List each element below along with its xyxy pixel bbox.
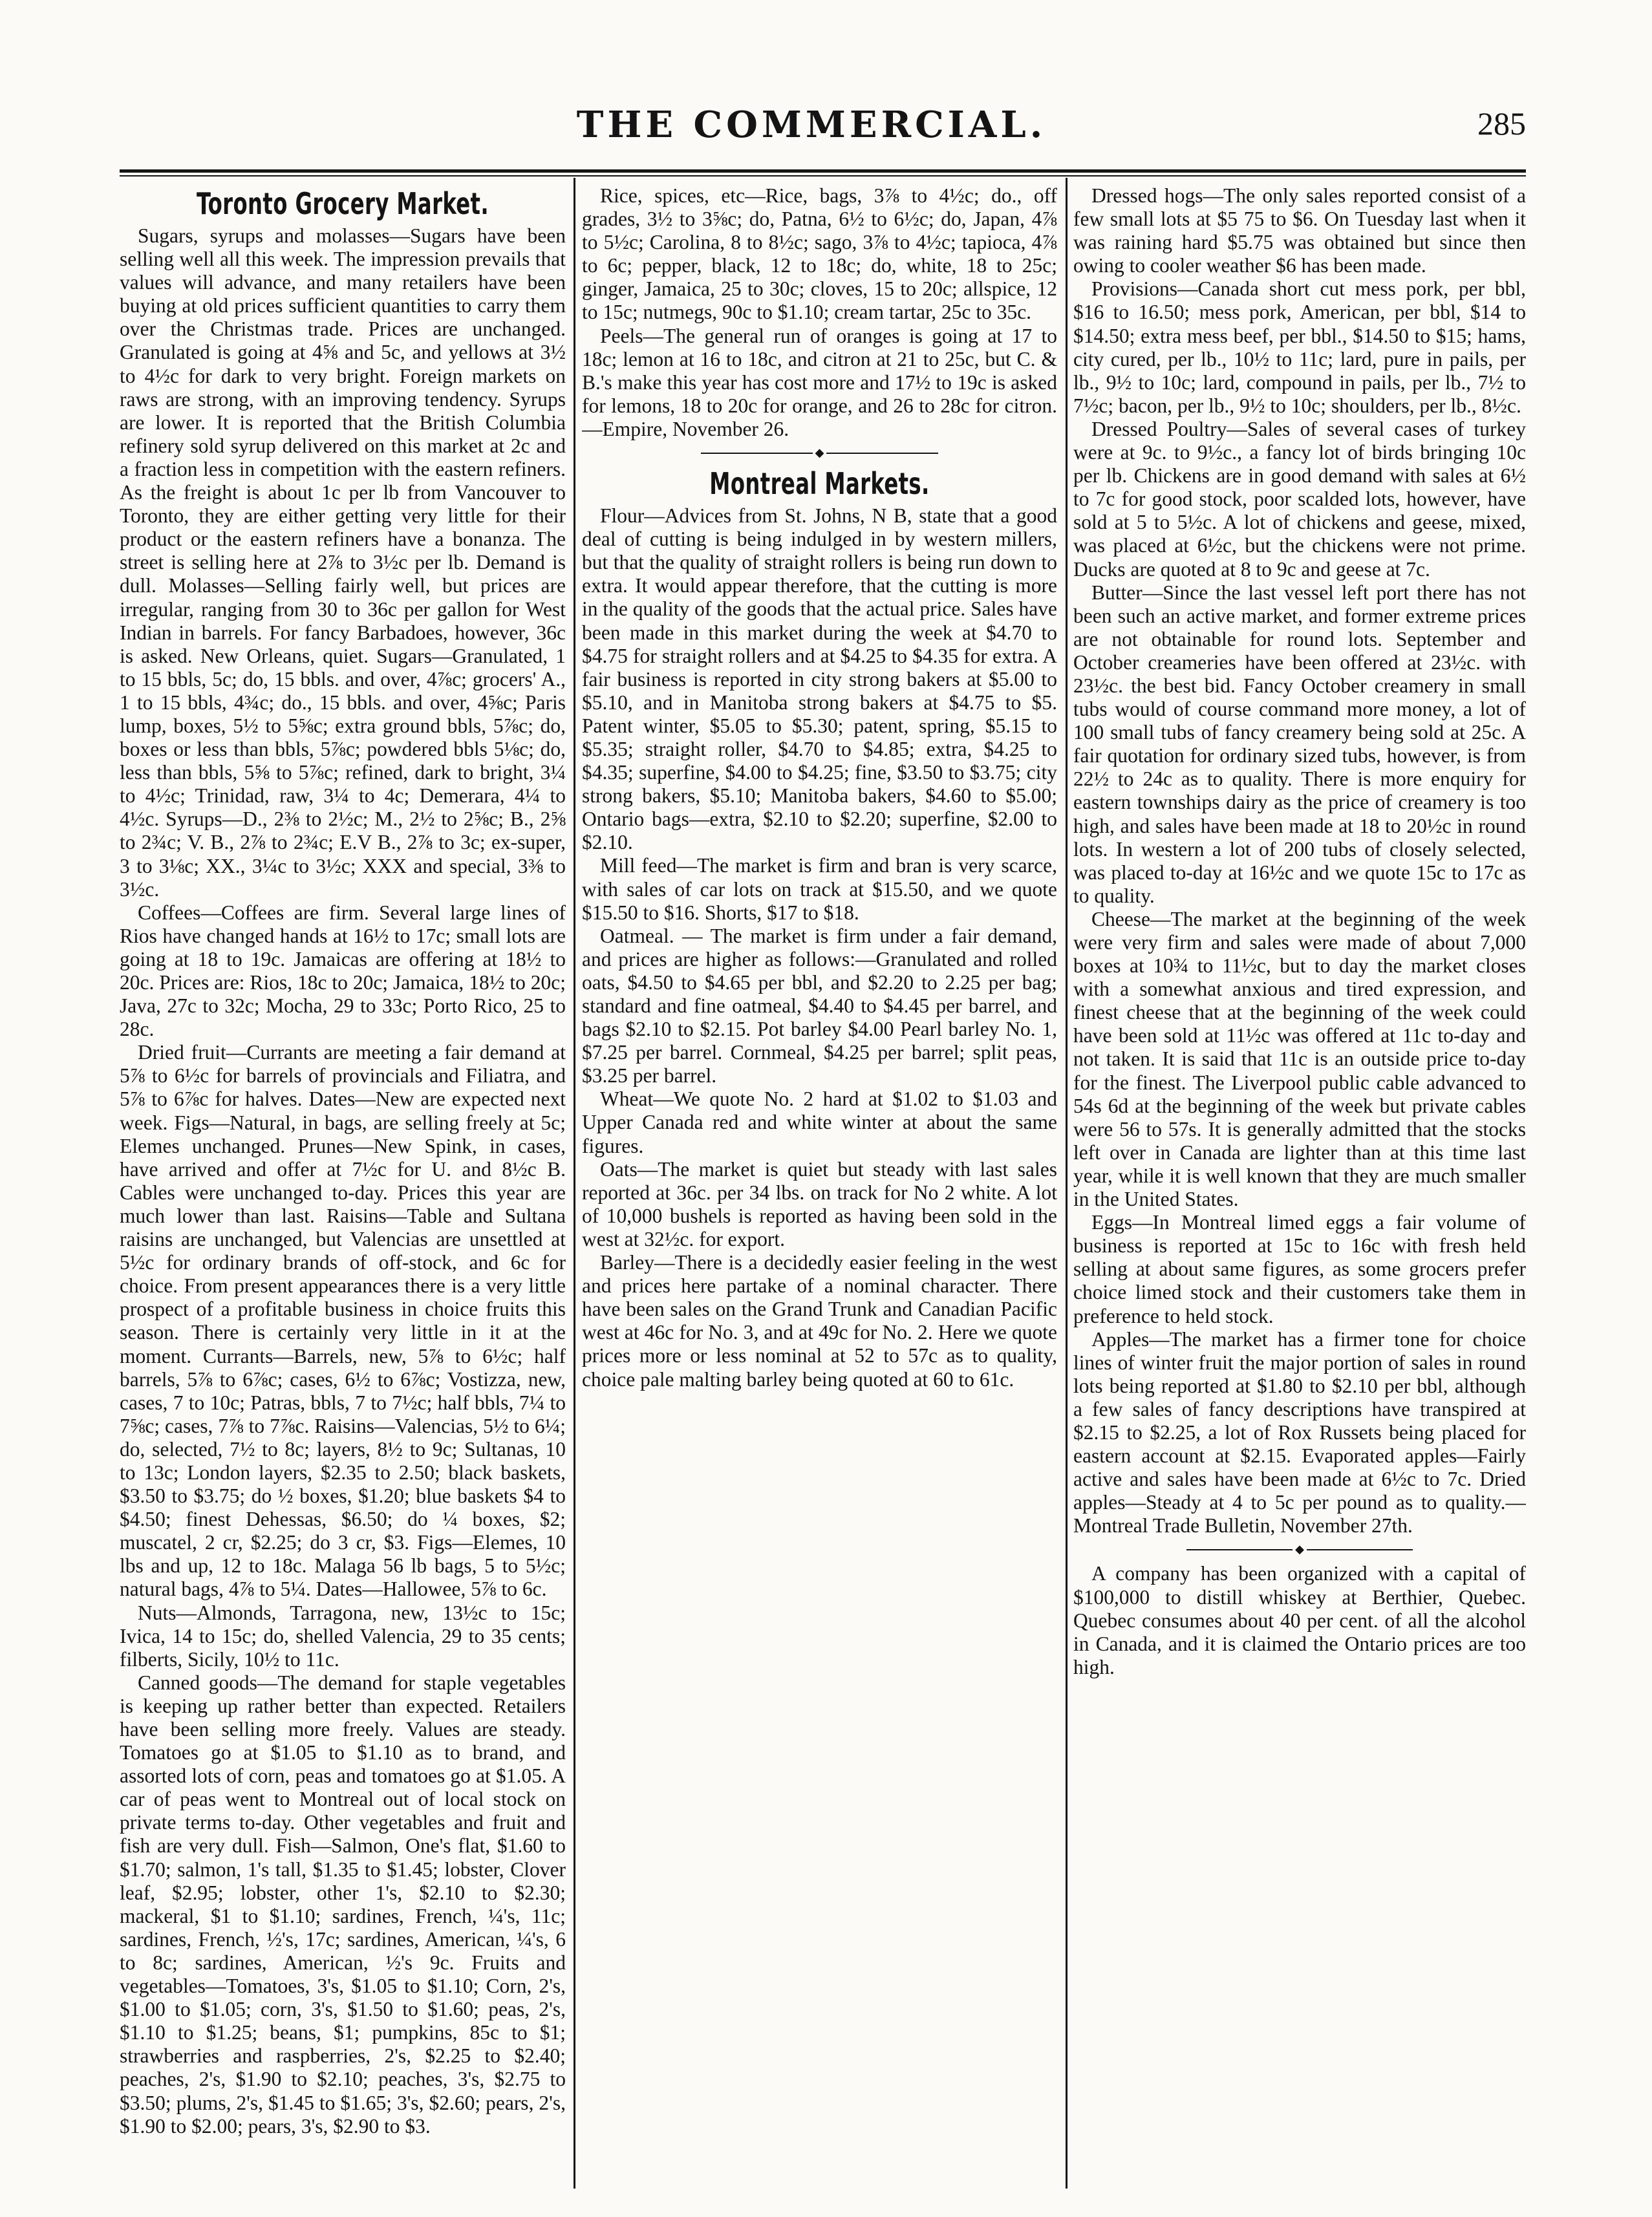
toronto-paragraph-nuts: Nuts—Almonds, Tarragona, new, 13½c to 15c; Ivica, 14 to 15c; do, shelled Valencia, 29 to 35 cents; filberts, Sicily, 10½ to 11c.	[120, 1601, 566, 1671]
column-divider	[574, 178, 575, 2189]
toronto-paragraph-rice-spices: Rice, spices, etc—Rice, bags, 3⅞ to 4½c; do., off grades, 3½ to 3⅝c; do, Patna, 6½ to 6½c; do, Japan, 4⅞ to 5½c; Carolina, 8 to 8½c; sago, 3⅞ to 4½c; tapioca, 4⅞ to 6c; pepper, black, 12 to 18c; do, white, 18 to 25c; ginger, Jamaica, 25 to 30c; cloves, 15 to 20c; allspice, 12 to 15c; nutmegs, 90c to $1.10; cream tartar, 25c to 35c.	[582, 184, 1057, 324]
montreal-paragraph-butter: Butter—Since the last vessel left port there has not been such an active market, and former extreme prices are not obtainable for round lots. September and October creameries have been offered at 23½c. with 23½c. the best bid. Fancy October creamery in small tubs would of course command more money, a lot of 100 small tubs of fancy creamery being sold at 25c. A fair quotation for ordinary sized tubs, however, is from 22½ to 24c as to quality. There is more enquiry for eastern townships dairy as the price of creamery is too high, and sales have been made at 18 to 20½c in round lots. In western a lot of 200 tubs of closely selected, was placed to-day at 16½c and we quote 15c to 17c as to quality.	[1073, 581, 1526, 907]
montreal-paragraph-flour: Flour—Advices from St. Johns, N B, state that a good deal of cutting is being indulged in by western millers, but that the quality of straight rollers is being run down to extra. It would appear therefore, that the cutting is more in the quality of the goods that the actual price. Sales have been made in this market during the week at $4.70 to $4.75 for straight rollers and at $4.25 to $4.35 for extra. A fair business is reported in city strong bakers at $5.00 to $5.10, and in Manitoba strong bakers at $4.75 to $5. Patent winter, $5.05 to $5.30; patent, spring, $5.15 to $5.35; straight roller, $4.70 to $4.85; extra, $4.25 to $4.35; superfine, $4.00 to $4.25; fine, $3.50 to $3.75; city strong bakers, $5.10; Manitoba bakers, $4.60 to $5.00; Ontario bags—extra, $2.10 to $2.20; superfine, $2.00 to $2.10.	[582, 504, 1057, 854]
toronto-paragraph-coffees: Coffees—Coffees are firm. Several large lines of Rios have changed hands at 16½ to 17c; small lots are going at 18 to 19c. Jamaicas are offering at 18½ to 20c. Prices are: Rios, 18c to 20c; Jamaica, 18½ to 20c; Java, 27c to 32c; Mocha, 29 to 33c; Porto Rico, 25 to 28c.	[120, 901, 566, 1041]
article-heading-toronto: Toronto Grocery Market.	[196, 186, 489, 221]
newspaper-title: THE COMMERCIAL.	[576, 103, 1047, 146]
toronto-paragraph-canned-goods: Canned goods—The demand for staple vegetables is keeping up rather better than expected. Retailers have been selling more freely. Values are steady. Tomatoes go at $1.05 to $1.10 as to brand, and assorted lots of corn, peas and tomatoes go at $1.05. A car of peas went to Montreal out of local stock on private terms to-day. Other vegetables and fruit and fish are very dull. Fish—Salmon, One's flat, $1.60 to $1.70; salmon, 1's tall, $1.35 to $1.45; lobster, Clover leaf, $2.95; lobster, other 1's, $2.10 to $2.30; mackeral, $1 to $1.10; sardines, French, ¼'s, 11c; sardines, French, ½'s, 17c; sardines, American, ¼'s, 6 to 8c; sardines, American, ½'s 9c. Fruits and vegetables—Tomatoes, 3's, $1.05 to $1.10; Corn, 2's, $1.00 to $1.05; corn, 3's, $1.50 to $1.60; peas, 2's, $1.10 to $1.25; beans, $1; pumpkins, 85c to $1; strawberries and raspberries, 2's, $2.25 to $2.40; peaches, 2's, $1.90 to $2.10; peaches, 3's, $2.75 to $3.50; plums, 2's, $1.45 to $1.65; 3's, $2.60; pears, 2's, $1.90 to $2.00; pears, 3's, $2.90 to $3.	[120, 1671, 566, 2137]
article-separator	[1073, 1540, 1526, 1559]
masthead	[97, 103, 1526, 155]
montreal-paragraph-cheese: Cheese—The market at the beginning of the week were very firm and sales were made of about 7,000 boxes at 10¾ to 11½c, but to day the market closes with a somewhat anxious and tired expression, and finest cheese that at the beginning of the week could have been sold at 11½c was offered at 11c to-day and not taken. It is said that 11c is an outside price to-day for the finest. The Liverpool public cable advanced to 54s 6d at the beginning of the week but private cables were 56 to 57s. It is generally admitted that the stocks left over in Canada are lighter than at this time last year, while it is well known that they are much smaller in the United States.	[1073, 907, 1526, 1211]
column-1	[120, 184, 566, 2192]
montreal-paragraph-wheat: Wheat—We quote No. 2 hard at $1.02 to $1.03 and Upper Canada red and white winter at about the same figures.	[582, 1087, 1057, 1157]
montreal-paragraph-oatmeal: Oatmeal. — The market is firm under a fair demand, and prices are higher as follows:—Granulated and rolled oats, $4.50 to $4.65 per bbl, and $2.20 to 2.25 per bag; standard and fine oatmeal, $4.40 to $4.45 per barrel, and bags $2.10 to $2.15. Pot barley $4.00 Pearl barley No. 1, $7.25 per barrel. Cornmeal, $4.25 per barrel; split peas, $3.25 per barrel.	[582, 924, 1057, 1087]
montreal-paragraph-barley: Barley—There is a decidedly easier feeling in the west and prices here partake of a nominal character. There have been sales on the Grand Trunk and Canadian Pacific west at 46c for No. 3, and at 49c for No. 2. Here we quote prices more or less nominal at 52 to 57c as to quality, choice pale malting barley being quoted at 60 to 61c.	[582, 1251, 1057, 1391]
page-number: 285	[1477, 105, 1526, 142]
toronto-paragraph-dried-fruit: Dried fruit—Currants are meeting a fair demand at 5⅞ to 6½c for barrels of provincials and Filiatra, and 5⅞ to 6⅞c for halves. Dates—New are expected next week. Figs—Natural, in bags, are selling freely at 5c; Elemes unchanged. Prunes—New Spink, in cases, have arrived and offer at 7½c for U. and 8½c B. Cables were unchanged to-day. Prices this year are much lower than last. Raisins—Table and Sultana raisins are unchanged, but Valencias are unsettled at 5½c for ordinary brands of off-stock, and 6c for choice. From present appearances there is a very little prospect of a profitable business in choice fruits this season. There is certainly very little in it at the moment. Currants—Barrels, new, 5⅞ to 6½c; half barrels, 5⅞ to 6⅞c; cases, 6½ to 6⅞c; Vostizza, new, cases, 7 to 10c; Patras, bbls, 7 to 7½c; half bbls, 7¼ to 7⅝c; cases, 7⅞ to 7⅞c. Raisins—Valencias, 5½ to 6¼; do, selected, 7½ to 8c; layers, 8½ to 9c; Sultanas, 10 to 13c; London layers, $2.35 to 2.50; black baskets, $3.50 to $3.75; do ½ boxes, $1.20; blue baskets $4 to $4.50; finest Dehessas, $6.50; do ¼ boxes, $2; muscatel, 2 cr, $2.25; do 3 cr, $3. Figs—Elemes, 10 lbs and up, 12 to 18c. Malaga 56 lb bags, 5 to 5½c; natural bags, 4⅞ to 5¼. Dates—Hallowee, 5⅞ to 6c.	[120, 1041, 566, 1601]
column-2	[582, 184, 1057, 2192]
montreal-paragraph-oats: Oats—The market is quiet but steady with last sales reported at 36c. per 34 lbs. on track for No 2 white. A lot of 10,000 bushels is reported as having been sold in the west at 32½c. for export.	[582, 1157, 1057, 1250]
notice-paragraph-whiskey: A company has been organized with a capital of $100,000 to distill whiskey at Berthier, Quebec. Quebec consumes about 40 per cent. of all the alcohol in Canada, and it is claimed the Ontario prices are too high.	[1073, 1562, 1526, 1678]
article-separator	[582, 444, 1057, 463]
montreal-paragraph-eggs: Eggs—In Montreal limed eggs a fair volume of business is reported at 15c to 16c with fresh held selling at about same figures, as some grocers prefer choice limed stock and their customers take them in preference to held stock.	[1073, 1211, 1526, 1327]
article-heading-montreal: Montreal Markets.	[709, 466, 930, 502]
header-rule	[120, 169, 1526, 177]
column-divider	[1066, 178, 1067, 2189]
separator-ornament: ◆	[813, 446, 827, 459]
montreal-paragraph-apples: Apples—The market has a firmer tone for choice lines of winter fruit the major portion of sales in round lots being reported at $1.80 to $2.10 per bbl, although a few sales of fancy descriptions have transpired at $2.15 to $2.25, a lot of Rox Russets being placed for eastern account at $2.15. Evaporated apples—Fairly active and sales have been made at 6½c to 7c. Dried apples—Steady at 4 to 5c per pound as to quality.— Montreal Trade Bulletin, November 27th.	[1073, 1327, 1526, 1537]
column-3	[1073, 184, 1526, 2192]
montreal-paragraph-provisions: Provisions—Canada short cut mess pork, per bbl, $16 to 16.50; mess pork, American, per bbl, $14 to $14.50; extra mess beef, per bbl., $14.50 to $15; hams, city cured, per lb., 10½ to 11c; lard, pure in pails, per lb., 9½ to 10c; lard, compound in pails, per lb., 7½ to 7½c; bacon, per lb., 9½ to 10c; shoulders, per lb., 8½c.	[1073, 277, 1526, 417]
montreal-paragraph-mill-feed: Mill feed—The market is firm and bran is very scarce, with sales of car lots on track at $15.50, and we quote $15.50 to $16. Shorts, $17 to $18.	[582, 854, 1057, 924]
montreal-paragraph-dressed-poultry: Dressed Poultry—Sales of several cases of turkey were at 9c. to 9½c., a fancy lot of birds bringing 10c per lb. Chickens are in good demand with sales at 6½ to 7c for good stock, poor scalded lots, however, have sold at 5 to 5½c. A lot of chickens and geese, mixed, was placed at 6½c, but the chickens were not prime. Ducks are quoted at 8 to 9c and geese at 7c.	[1073, 417, 1526, 581]
montreal-paragraph-dressed-hogs: Dressed hogs—The only sales reported consist of a few small lots at $5 75 to $6. On Tuesday last when it was raining hard $5.75 was obtained but since then owing to cooler weather $6 has been made.	[1073, 184, 1526, 277]
toronto-paragraph-sugars: Sugars, syrups and molasses—Sugars have been selling well all this week. The impression prevails that values will advance, and many retailers have been buying at old prices sufficient quantities to carry them over the Christmas trade. Prices are unchanged. Granulated is going at 4⅝ and 5c, and yellows at 3½ to 4½c for dark to very bright. Foreign markets on raws are strong, with an improving tendency. Syrups are lower. It is reported that the British Columbia refinery sold syrup delivered on this market at 2c and a fraction less in competition with the eastern refiners. As the freight is about 1c per lb from Vancouver to Toronto, they are either getting very little for their product or the eastern refiners have a bonanza. The street is selling here at 2⅞ to 3½c per lb. Demand is dull. Molasses—Selling fairly well, but prices are irregular, ranging from 30 to 36c per gallon for West Indian in barrels. For fancy Barbadoes, however, 36c is asked. New Orleans, quiet. Sugars—Granulated, 1 to 15 bbls, 5c; do, 15 bbls. and over, 4⅞c; grocers' A., 1 to 15 bbls, 4¾c; do., 15 bbls. and over, 4⅝c; Paris lump, boxes, 5½ to 5⅝c; extra ground bbls, 5⅞c; do, boxes or less than bbls, 5⅞c; powdered bbls 5⅛c; do, less than bbls, 5⅝ to 5⅞c; refined, dark to bright, 3¼ to 4½c; Trinidad, raw, 3¼ to 4c; Demerara, 4¼ to 4½c. Syrups—D., 2⅜ to 2½c; M., 2½ to 2⅝c; B., 2⅝ to 2¾c; V. B., 2⅞ to 2¾c; E.V B., 2⅞ to 3c; ex-super, 3 to 3⅛c; XX., 3¼c to 3½c; XXX and special, 3⅜ to 3½c.	[120, 224, 566, 901]
separator-ornament: ◆	[1293, 1543, 1307, 1556]
toronto-paragraph-peels: Peels—The general run of oranges is going at 17 to 18c; lemon at 16 to 18c, and citron at 21 to 25c, but C. & B.'s make this year has cost more and 17½ to 19c is asked for lemons, 18 to 20c for orange, and 26 to 28c for citron.—Empire, November 26.	[582, 324, 1057, 440]
